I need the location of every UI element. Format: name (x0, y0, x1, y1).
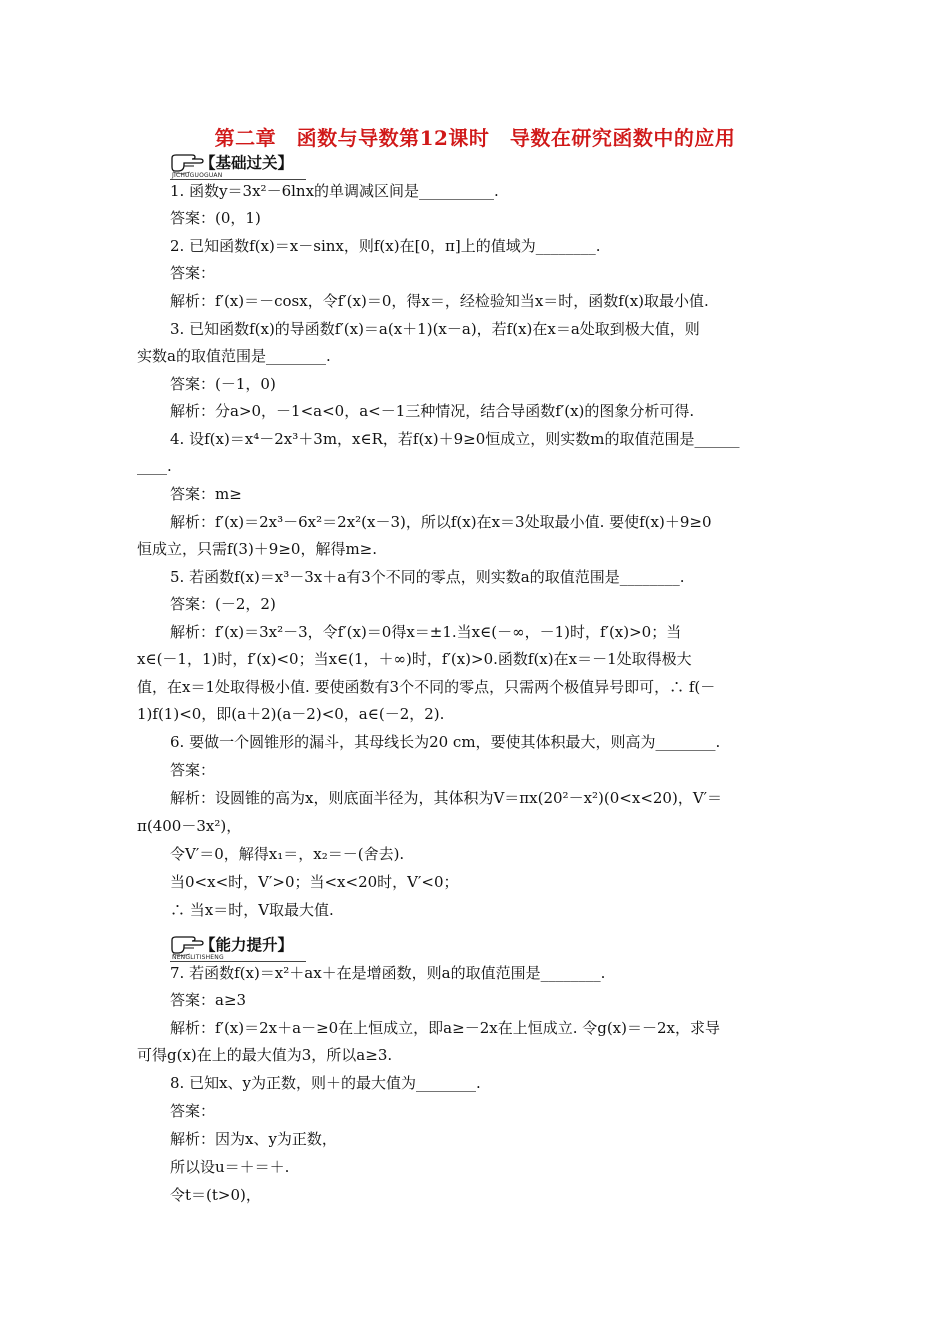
section-label-advanced: 【能力提升】 (200, 936, 294, 954)
text-line: 7. 若函数f(x)＝x²＋ax＋在是增函数，则a的取值范围是________. (170, 964, 606, 982)
section-header-advanced (170, 932, 590, 962)
text-line: x∈(－1，1)时，f′(x)<0；当x∈(1，＋∞)时，f′(x)>0.函数f(x)在x＝－1处取得极大 (137, 650, 692, 668)
text-line: 解析：f′(x)＝2x³－6x²＝2x²(x－3)，所以f(x)在x＝3处取最小值. 要使f(x)＋9≥0 (170, 513, 712, 531)
text-line: 2. 已知函数f(x)＝x－sinx，则f(x)在[0，π]上的值域为________. (170, 237, 601, 255)
text-line: 8. 已知x、y为正数，则＋的最大值为________. (170, 1074, 481, 1092)
text-line: 答案： (170, 264, 216, 282)
text-line: 令t＝(t>0)， (170, 1186, 261, 1204)
text-line: π(400－3x²)， (137, 817, 242, 835)
section-header-basic (170, 150, 590, 180)
text-line: ____. (137, 457, 172, 475)
text-line: 答案：(0，1) (170, 209, 261, 227)
text-line: 1. 函数y＝3x²－6lnx的单调减区间是__________. (170, 182, 499, 200)
text-line: 解析：f′(x)＝－cosx，令f′(x)＝0，得x＝，经检验知当x＝时，函数f(x)取最小值. (170, 292, 709, 310)
section-label-basic: 【基础过关】 (200, 154, 294, 172)
section-pinyin-basic: JICHUGUOGUAN (172, 172, 223, 179)
text-line: 5. 若函数f(x)＝x³－3x＋a有3个不同的零点，则实数a的取值范围是________. (170, 568, 685, 586)
page-title: 第二章 函数与导数第12课时 导数在研究函数中的应用 (214, 126, 736, 150)
text-line: 答案：(－2，2) (170, 595, 276, 613)
text-line: 答案： (170, 1102, 216, 1120)
text-line: 6. 要做一个圆锥形的漏斗，其母线长为20 cm，要使其体积最大，则高为________. (170, 733, 721, 751)
text-line: 1)f(1)<0，即(a＋2)(a－2)<0，a∈(－2，2). (137, 705, 445, 723)
text-line: 所以设u＝＋＝＋. (170, 1158, 290, 1176)
text-line: 恒成立，只需f(3)＋9≥0，解得m≥. (137, 540, 378, 558)
text-line: 4. 设f(x)＝x⁴－2x³＋3m，x∈R，若f(x)＋9≥0恒成立，则实数m的取值范围是______ (170, 430, 740, 448)
text-line: ∴ 当x＝时，V取最大值. (170, 901, 334, 919)
text-line: 实数a的取值范围是________. (137, 347, 331, 365)
text-line: 值，在x＝1处取得极小值. 要使函数有3个不同的零点，只需两个极值异号即可，∴ f(－ (137, 678, 716, 696)
text-line: 解析：f′(x)＝3x²－3，令f′(x)＝0得x＝±1.当x∈(－∞，－1)时，f′(x)>0；当 (170, 623, 682, 641)
text-line: 答案： (170, 761, 216, 779)
text-line: 答案：m≥ (170, 485, 242, 503)
text-line: 令V′＝0，解得x₁＝，x₂＝－(舍去). (170, 845, 405, 863)
text-line: 解析：分a>0，－1<a<0，a<－1三种情况，结合导函数f′(x)的图象分析可得. (170, 402, 695, 420)
section-pinyin-advanced: NENGLITISHENG (172, 954, 224, 961)
text-line: 解析：因为x、y为正数， (170, 1130, 337, 1148)
text-line: 当0<x<时，V′>0；当<x<20时，V′<0； (170, 873, 459, 891)
text-line: 3. 已知函数f(x)的导函数f′(x)＝a(x＋1)(x－a)，若f(x)在x＝a处取到极大值，则 (170, 320, 700, 338)
text-line: 解析：设圆锥的高为x，则底面半径为，其体积为V＝πx(20²－x²)(0<x<20)，V′＝ (170, 789, 723, 807)
text-line: 答案：a≥3 (170, 991, 247, 1009)
text-line: 解析：f′(x)＝2x＋a－≥0在上恒成立，即a≥－2x在上恒成立. 令g(x)＝－2x，求导 (170, 1019, 721, 1037)
text-line: 可得g(x)在上的最大值为3，所以a≥3. (137, 1046, 393, 1064)
text-line: 答案：(－1，0) (170, 375, 276, 393)
